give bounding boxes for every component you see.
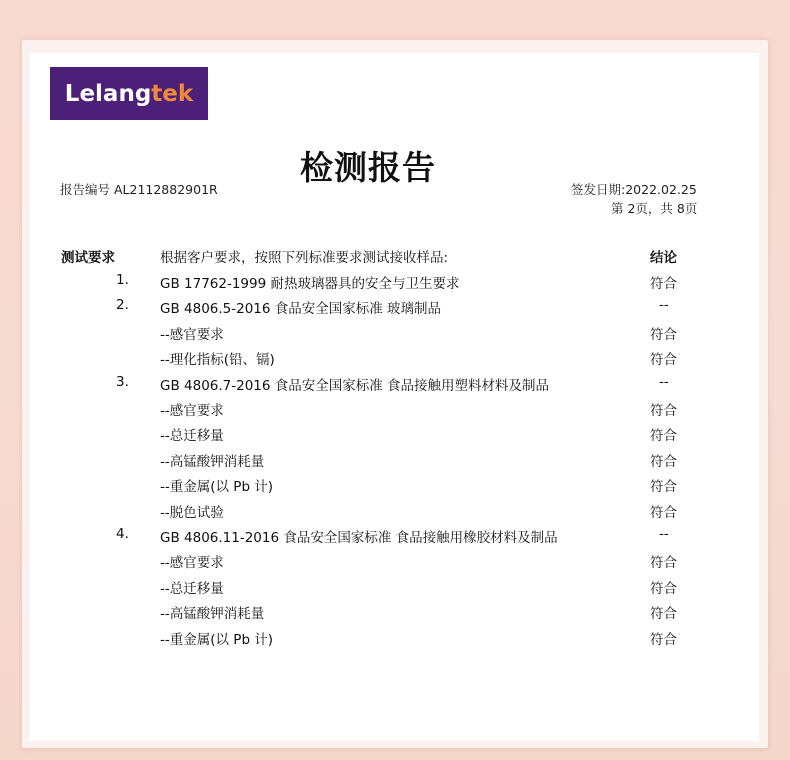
- item-text: GB 4806.5-2016 食品安全国家标准 玻璃制品: [160, 301, 442, 318]
- list-item: [0, 501, 790, 523]
- item-result: 符合: [650, 428, 677, 445]
- item-number: 1.: [116, 272, 129, 288]
- item-result: 符合: [650, 580, 677, 597]
- item-text: --感官要求: [160, 326, 224, 343]
- item-text: --总迁移量: [160, 428, 224, 445]
- list-item: [0, 551, 790, 573]
- item-text: GB 4806.11-2016 食品安全国家标准 食品接触用橡胶材料及制品: [160, 530, 558, 546]
- list-item: [0, 399, 790, 421]
- item-result: 符合: [650, 631, 677, 648]
- list-item: [0, 602, 790, 624]
- conclusion-header: 结论: [650, 250, 677, 266]
- list-item: [0, 374, 790, 396]
- list-item: [0, 297, 790, 319]
- item-text: GB 17762-1999 耐热玻璃器具的安全与卫生要求: [160, 276, 460, 292]
- item-number: 2.: [116, 297, 129, 314]
- item-text: GB 4806.7-2016 食品安全国家标准 食品接触用塑料材料及制品: [160, 377, 550, 394]
- brand-logo: [50, 67, 208, 120]
- report-number: 报告编号 AL2112882901R: [60, 182, 218, 197]
- list-item: [0, 348, 790, 370]
- issue-date: 签发日期:2022.02.25: [571, 182, 697, 197]
- list-item: [0, 424, 790, 446]
- item-result: --: [659, 297, 669, 314]
- item-text: --重金属(以 Pb 计): [160, 479, 274, 496]
- item-result: --: [659, 373, 669, 390]
- list-item: [0, 475, 790, 497]
- item-number: 4.: [116, 526, 129, 542]
- item-number: 3.: [116, 373, 129, 390]
- logo-text-main: Lelang: [64, 80, 152, 107]
- logo-text-accent: tek: [151, 80, 194, 107]
- list-item: [0, 628, 790, 650]
- list-item: [0, 323, 790, 345]
- item-result: 符合: [650, 276, 677, 292]
- item-text: --总迁移量: [160, 580, 224, 597]
- item-text: --感官要求: [160, 555, 224, 572]
- report-title: 检测报告: [300, 148, 436, 187]
- item-result: 符合: [650, 555, 677, 572]
- item-text: --感官要求: [160, 403, 224, 419]
- item-text: --脱色试验: [160, 504, 224, 521]
- section-label: 测试要求: [61, 250, 115, 266]
- list-item: [0, 526, 790, 548]
- intro-text: 根据客户要求，按照下列标准要求测试接收样品:: [160, 250, 449, 266]
- list-item: [0, 577, 790, 599]
- item-text: --高锰酸钾消耗量: [160, 606, 265, 623]
- item-result: 符合: [650, 606, 677, 623]
- item-result: 符合: [650, 479, 677, 496]
- list-item: [0, 272, 790, 294]
- item-result: 符合: [650, 352, 677, 369]
- item-text: --高锰酸钾消耗量: [160, 453, 265, 470]
- list-item: [0, 450, 790, 472]
- item-text: --理化指标(铅、镉): [160, 352, 275, 369]
- item-result: 符合: [650, 504, 677, 521]
- item-result: 符合: [650, 403, 677, 419]
- page-info: 第 2页，共 8页: [611, 201, 698, 216]
- item-result: 符合: [650, 326, 677, 343]
- item-text: --重金属(以 Pb 计): [160, 631, 274, 648]
- item-result: 符合: [650, 453, 677, 470]
- item-result: --: [659, 526, 669, 542]
